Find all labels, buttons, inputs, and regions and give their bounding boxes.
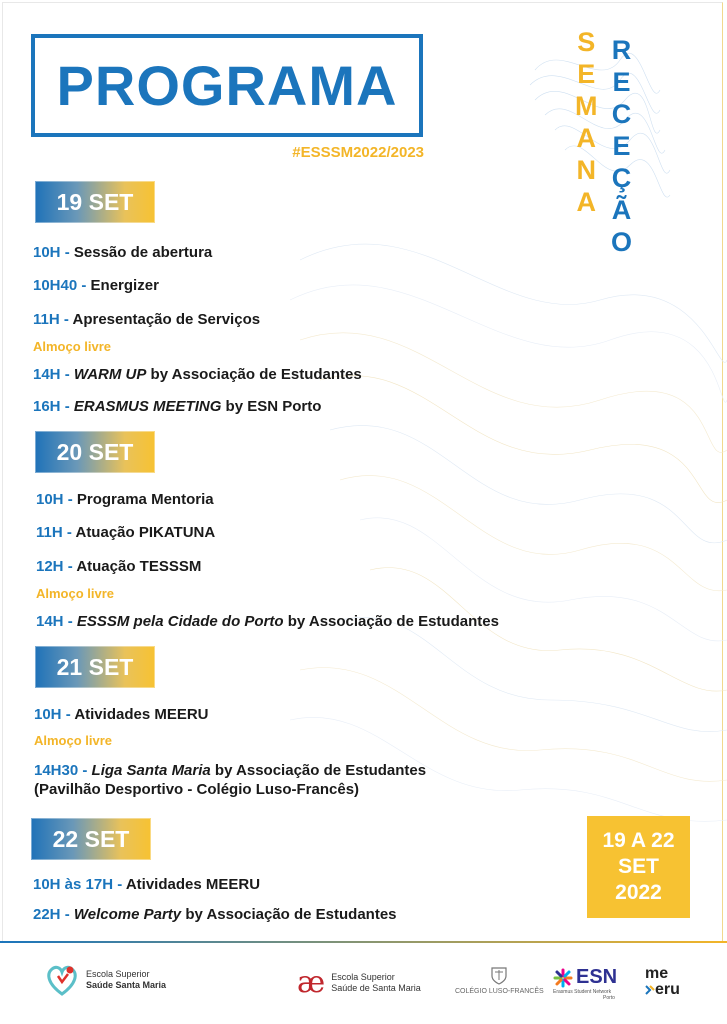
logo-essm	[44, 962, 166, 998]
lunch-break: Almoço livre	[33, 339, 112, 354]
schedule-event: Programa Mentoria	[76, 491, 214, 508]
day-tag-19: 19 SET	[35, 181, 155, 223]
schedule-item	[36, 558, 201, 575]
schedule-item	[33, 366, 362, 383]
schedule-separator: -	[63, 558, 77, 575]
title-box	[31, 34, 423, 137]
rececao-letter: O	[611, 227, 633, 257]
schedule-item	[33, 906, 397, 923]
heart-logo-icon	[44, 962, 80, 998]
schedule-separator: -	[60, 366, 74, 383]
schedule-separator: -	[77, 277, 91, 294]
schedule-separator: -	[113, 876, 126, 893]
schedule-separator: -	[78, 762, 92, 779]
schedule-time: 11H	[33, 311, 60, 328]
schedule-event-italic: ERASMUS MEETING	[73, 398, 222, 415]
meeru-mark-icon	[645, 985, 655, 995]
semana-letter: N	[576, 155, 596, 185]
schedule-event-suffix: by Associação de Estudantes	[181, 906, 397, 923]
schedule-time: 14H	[33, 366, 61, 383]
page-title: PROGRAMA	[56, 54, 398, 117]
semana-letter: A	[576, 123, 596, 153]
meeru-top: me	[645, 965, 669, 982]
schedule-event: Atividades MEERU	[125, 876, 261, 893]
semana-letter: M	[575, 91, 598, 121]
schedule-event-suffix: by ESN Porto	[221, 398, 322, 415]
schedule-item	[33, 398, 321, 415]
essm-line-2: Saúde Santa Maria	[86, 980, 167, 990]
schedule-event: Energizer	[90, 277, 159, 294]
schedule-item	[36, 491, 214, 508]
schedule-event-suffix: by Associação de Estudantes	[146, 366, 362, 383]
schedule-time: 10H	[34, 706, 62, 723]
date-line-3: 2022	[615, 881, 662, 904]
schedule-separator: -	[61, 706, 75, 723]
meeru-bottom: eru	[655, 981, 680, 998]
esn-star-icon	[553, 968, 573, 988]
rececao-letter: C	[611, 99, 632, 129]
esn-sub: Erasmus Student Network	[553, 989, 612, 995]
schedule-time: 10H	[36, 491, 64, 508]
schedule-separator: -	[60, 398, 74, 415]
crest-icon	[490, 966, 508, 986]
schedule-item	[34, 706, 209, 723]
schedule-event-italic: ESSSM pela Cidade do Porto	[76, 613, 284, 630]
schedule-item	[36, 524, 215, 541]
schedule-event: Atividades MEERU	[74, 706, 209, 723]
schedule-time: 10H40	[33, 277, 78, 294]
rececao-letter: R	[611, 35, 632, 65]
schedule-separator: -	[63, 613, 77, 630]
lunch-break: Almoço livre	[36, 586, 115, 601]
schedule-separator: -	[59, 311, 73, 328]
clf-text: COLÉGIO LUSO-FRANCÊS	[455, 988, 544, 995]
logo-clf	[455, 966, 544, 995]
schedule-separator: -	[60, 906, 74, 923]
schedule-event: Sessão de abertura	[73, 244, 213, 261]
semana-vertical	[575, 26, 598, 218]
lunch-break: Almoço livre	[34, 733, 113, 748]
rececao-letter: Ç	[611, 163, 632, 193]
schedule-time: 14H30	[34, 762, 79, 779]
logo-meeru	[645, 966, 680, 998]
semana-letter: S	[577, 27, 596, 57]
schedule-time: 10H às 17H	[33, 876, 114, 893]
schedule-item	[33, 311, 260, 328]
schedule-item	[33, 277, 159, 294]
ae-line-1: Escola Superior	[331, 972, 395, 982]
rececao-letter: E	[612, 131, 631, 161]
schedule-separator: -	[63, 491, 77, 508]
rececao-letter: Ã	[611, 195, 632, 225]
logo-esn	[553, 966, 617, 1001]
schedule-event-suffix: by Associação de Estudantes	[210, 762, 427, 779]
day-tag-20: 20 SET	[35, 431, 155, 473]
schedule-time: 14H	[36, 613, 64, 630]
schedule-event-italic: WARM UP	[73, 366, 147, 383]
day-tag-21: 21 SET	[35, 646, 155, 688]
rececao-vertical	[611, 34, 632, 258]
date-line-2: SET	[618, 855, 659, 878]
schedule-item	[34, 762, 426, 779]
semana-letter: E	[577, 59, 596, 89]
schedule-separator: -	[60, 244, 74, 261]
schedule-time: 12H	[36, 558, 64, 575]
ae-line-2: Saúde de Santa Maria	[331, 983, 421, 993]
ae-logo-icon: æ	[297, 965, 326, 1000]
schedule-event-italic: Welcome Party	[73, 906, 182, 923]
schedule-event: Atuação TESSSM	[76, 558, 202, 575]
semana-letter: A	[576, 187, 596, 217]
essm-line-1: Escola Superior	[86, 969, 150, 979]
schedule-item-continuation: (Pavilhão Desportivo - Colégio Luso-Francês)	[34, 781, 360, 798]
schedule-item	[33, 876, 260, 893]
date-line-1: 19 A 22	[602, 829, 675, 852]
logo-ae	[297, 965, 421, 1000]
schedule-time: 11H	[36, 524, 63, 541]
schedule-event-italic: Liga Santa Maria	[91, 762, 211, 779]
schedule-item	[36, 613, 499, 630]
date-box	[587, 816, 690, 918]
schedule-time: 22H	[33, 906, 61, 923]
schedule-event-suffix: by Associação de Estudantes	[283, 613, 499, 630]
schedule-event: Atuação PIKATUNA	[75, 524, 216, 541]
footer-divider	[0, 941, 727, 943]
esn-text: ESN	[576, 966, 618, 988]
schedule-event: Apresentação de Serviços	[72, 311, 261, 328]
hashtag: #ESSSM2022/2023	[292, 144, 424, 161]
esn-city: Porto	[603, 995, 615, 1001]
schedule-item	[33, 244, 212, 261]
rececao-letter: E	[612, 67, 631, 97]
schedule-separator: -	[62, 524, 76, 541]
day-tag-22: 22 SET	[31, 818, 151, 860]
schedule-time: 10H	[33, 244, 61, 261]
schedule-time: 16H	[33, 398, 61, 415]
